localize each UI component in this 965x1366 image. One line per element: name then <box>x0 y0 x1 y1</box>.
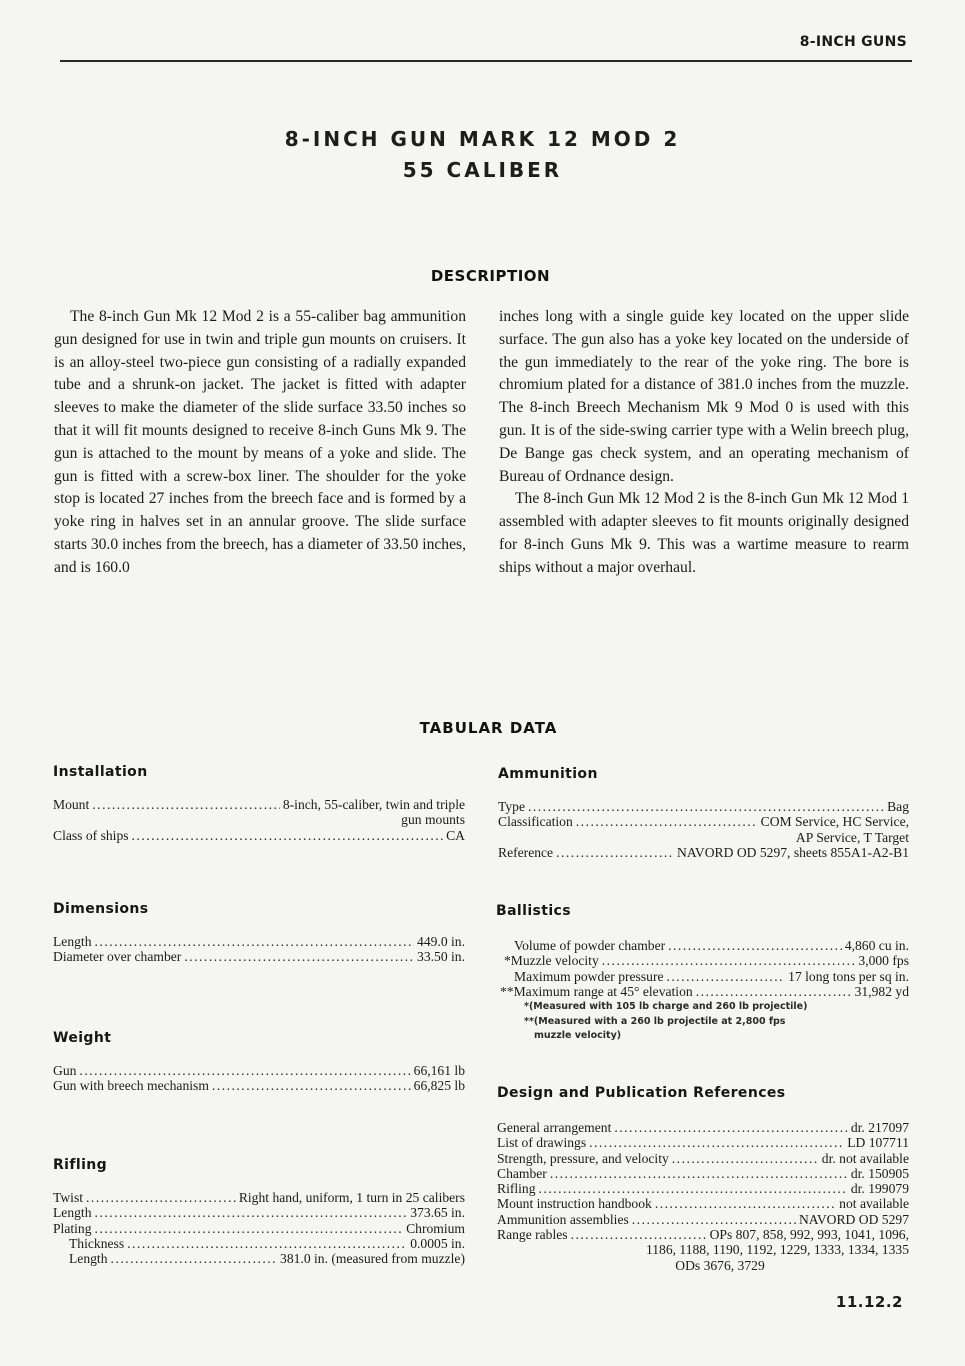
row-value: Chromium <box>406 1220 465 1236</box>
data-row <box>53 797 465 812</box>
data-row <box>496 938 909 953</box>
row-label: Length <box>53 934 92 949</box>
leader-dots <box>184 949 414 964</box>
description-left-column <box>54 306 466 580</box>
row-value: 4,860 cu in. <box>844 938 909 953</box>
running-head: 8-INCH GUNS <box>799 34 907 50</box>
row-label: Mount <box>53 797 90 812</box>
description-right-column <box>499 306 909 580</box>
row-value-continuation: 1186, 1188, 1190, 1192, 1229, 1333, 1334, 1335 <box>645 1242 909 1258</box>
row-value: LD 107711 <box>847 1135 909 1151</box>
row-label: Classification <box>498 814 573 830</box>
footnote-continuation: muzzle velocity) <box>534 1030 622 1042</box>
data-row <box>498 845 909 860</box>
leader-dots <box>632 1212 796 1227</box>
row-value: 31,982 yd <box>854 983 909 999</box>
row-label: Mount instruction handbook <box>497 1196 652 1212</box>
row-label: Twist <box>53 1190 84 1205</box>
row-value: 17 long tons per sq in. <box>788 968 909 984</box>
row-label: Volume of powder chamber <box>514 938 666 953</box>
description-paragraph: The 8-inch Gun Mk 12 Mod 2 is the 8-inch Gun Mk 12 Mod 1 assembled with adapter sleeves to fit mounts originally designed for 8-inch Guns Mk 9. This was a wartime measure to rearm ships without a major overhaul. <box>499 490 909 576</box>
data-row <box>496 953 909 968</box>
leader-dots <box>550 1166 848 1181</box>
row-value: dr. not available <box>821 1150 909 1166</box>
page-title <box>0 124 965 186</box>
group-heading: Ballistics <box>496 903 571 919</box>
row-value: 449.0 in. <box>417 934 465 949</box>
leader-dots <box>86 1190 236 1205</box>
data-row <box>497 1227 909 1242</box>
data-row <box>53 1063 465 1078</box>
leader-dots <box>539 1181 848 1196</box>
leader-dots <box>95 1205 408 1220</box>
leader-dots <box>614 1120 847 1135</box>
row-label <box>500 983 693 999</box>
data-row <box>497 1181 909 1196</box>
row-label: Rifling <box>497 1181 536 1197</box>
row-value: 381.0 in. (measured from muzzle) <box>280 1251 465 1267</box>
row-label: Ammunition assemblies <box>497 1211 629 1227</box>
group-heading: Installation <box>53 764 148 780</box>
row-label: Gun with breech mechanism <box>53 1078 209 1094</box>
leader-dots <box>528 799 884 814</box>
data-row <box>53 828 465 843</box>
leader-dots <box>556 845 674 860</box>
row-value-continuation: ODs 3676, 3729 <box>675 1257 765 1273</box>
data-row <box>53 934 465 949</box>
row-value: OPs 807, 858, 992, 993, 1041, 1096, <box>709 1227 909 1243</box>
description-heading: DESCRIPTION <box>430 267 551 285</box>
row-value-continuation: AP Service, T Target <box>795 829 909 845</box>
data-row <box>498 799 909 814</box>
leader-dots <box>672 1151 819 1166</box>
row-label: Length <box>53 1205 92 1221</box>
leader-dots <box>655 1196 836 1211</box>
weight-group <box>53 1030 465 1094</box>
row-value: Bag <box>887 799 909 814</box>
row-label: Gun <box>53 1063 77 1078</box>
header-rule <box>60 60 912 62</box>
data-row <box>53 949 465 964</box>
leader-dots <box>571 1227 707 1242</box>
group-heading: Ammunition <box>498 766 598 782</box>
row-label <box>504 953 599 969</box>
row-label: Plating <box>53 1220 92 1236</box>
data-row <box>53 1221 465 1236</box>
row-value: NAVORD OD 5297, sheets 855A1-A2-B1 <box>677 844 909 860</box>
leader-dots <box>111 1251 278 1266</box>
group-heading: Design and Publication References <box>497 1085 786 1101</box>
data-row <box>496 984 909 999</box>
row-value: not available <box>839 1196 909 1212</box>
row-label: List of drawings <box>497 1135 587 1151</box>
group-heading: Rifling <box>53 1157 108 1173</box>
installation-group <box>53 764 465 843</box>
tabular-data-heading: TABULAR DATA <box>419 719 558 737</box>
data-row <box>53 1205 465 1220</box>
footnote-marker: * <box>504 953 511 969</box>
group-heading: Weight <box>53 1030 112 1046</box>
row-label: Maximum powder pressure <box>514 968 664 984</box>
dimensions-group <box>53 901 465 965</box>
data-row <box>497 1151 909 1166</box>
row-label: Chamber <box>497 1165 547 1181</box>
row-value: COM Service, HC Service, <box>760 814 909 830</box>
ammunition-group <box>498 766 909 860</box>
page-number: 11.12.2 <box>835 1293 903 1311</box>
row-value: CA <box>446 827 465 843</box>
row-label-text: Maximum range at 45° elevation <box>513 983 693 999</box>
description-paragraph: The 8-inch Gun Mk 12 Mod 2 is a 55-caliber bag ammunition gun designed for use in twin and triple gun mounts on cruisers. It is an alloy-steel two-piece gun consisting of a radially expanded tube and a shrunk-on jacket. The jacket is fitted with adapter sleeves to make the diameter of the slide surface 33.50 inches so that it will fit mounts designed to receive 8-inch Guns Mk 9. The gun is attached to the mount by means of a yoke and slide. The gun is fitted with a screw-box liner. The shoulder for the yoke stop is located 27 inches from the breech face and is formed by a yoke ring in halves set in an annular groove. The slide surface starts 30.0 inches from the breech, has a diameter of 33.50 inches, and is 160.0 <box>54 308 466 576</box>
row-value: 8-inch, 55-caliber, twin and triple <box>282 797 465 812</box>
row-label: General arrangement <box>497 1120 612 1135</box>
row-value: 3,000 fps <box>858 953 909 969</box>
row-value: dr. 217097 <box>850 1120 909 1135</box>
footnote: *(Measured with 105 lb charge and 260 lb projectile) <box>524 1001 808 1013</box>
title-line-1: 8-INCH GUN MARK 12 MOD 2 <box>284 127 681 151</box>
data-row <box>53 1236 465 1251</box>
row-value: 33.50 in. <box>417 949 465 965</box>
row-value: NAVORD OD 5297 <box>798 1211 909 1227</box>
row-value: 373.65 in. <box>410 1205 465 1221</box>
leader-dots <box>95 1221 404 1236</box>
leader-dots <box>132 828 444 843</box>
row-value: 66,825 lb <box>413 1078 465 1094</box>
leader-dots <box>127 1236 407 1251</box>
leader-dots <box>212 1078 411 1093</box>
data-row <box>497 1135 909 1150</box>
row-label: Thickness <box>69 1235 125 1251</box>
data-row <box>53 1251 465 1266</box>
row-value: dr. 199079 <box>850 1181 909 1197</box>
row-label-text: Muzzle velocity <box>510 953 599 969</box>
leader-dots <box>92 797 280 812</box>
leader-dots <box>95 934 415 949</box>
data-row <box>53 1190 465 1205</box>
leader-dots <box>696 984 852 999</box>
data-row <box>497 1166 909 1181</box>
row-value: Right hand, uniform, 1 turn in 25 calibers <box>238 1190 465 1205</box>
row-label: Strength, pressure, and velocity <box>497 1150 669 1166</box>
row-label: Type <box>498 799 525 814</box>
leader-dots <box>576 814 758 829</box>
leader-dots <box>589 1135 844 1150</box>
row-value: 0.0005 in. <box>410 1235 465 1251</box>
row-label: Reference <box>498 844 554 860</box>
footnote-marker: ** <box>500 983 514 999</box>
description-paragraph: inches long with a single guide key located on the upper slide surface. The gun also has a yoke key located on the underside of the gun immediately to the rear of the yoke ring. The bore is chromium plated for a distance of 381.0 inches from the muzzle. The 8-inch Breech Mechanism Mk 9 Mod 0 is used with this gun. It is of the side-swing carrier type with a Welin breech plug, De Bange gas check system, and an operating mechanism of Bureau of Ordnance design. <box>499 308 909 485</box>
row-value-continuation: gun mounts <box>401 812 465 828</box>
leader-dots <box>667 969 786 984</box>
row-label: Diameter over chamber <box>53 949 182 965</box>
row-label: Class of ships <box>53 827 129 843</box>
row-value: 66,161 lb <box>413 1063 465 1078</box>
row-label: Range rables <box>497 1227 568 1243</box>
data-row <box>497 1196 909 1211</box>
ballistics-group <box>496 903 909 1043</box>
footnote: **(Measured with a 260 lb projectile at 2,800 fps <box>524 1015 786 1027</box>
data-row <box>498 814 909 829</box>
leader-dots <box>79 1063 410 1078</box>
rifling-group <box>53 1157 465 1266</box>
data-row <box>53 1078 465 1093</box>
row-value: dr. 150905 <box>850 1165 909 1181</box>
row-label: Length <box>69 1251 108 1267</box>
leader-dots <box>668 938 842 953</box>
leader-dots <box>602 953 856 968</box>
design-references-group <box>497 1085 909 1273</box>
title-line-2: 55 CALIBER <box>402 158 563 182</box>
data-row <box>497 1212 909 1227</box>
group-heading: Dimensions <box>53 901 149 917</box>
data-row <box>497 1120 909 1135</box>
data-row <box>496 969 909 984</box>
